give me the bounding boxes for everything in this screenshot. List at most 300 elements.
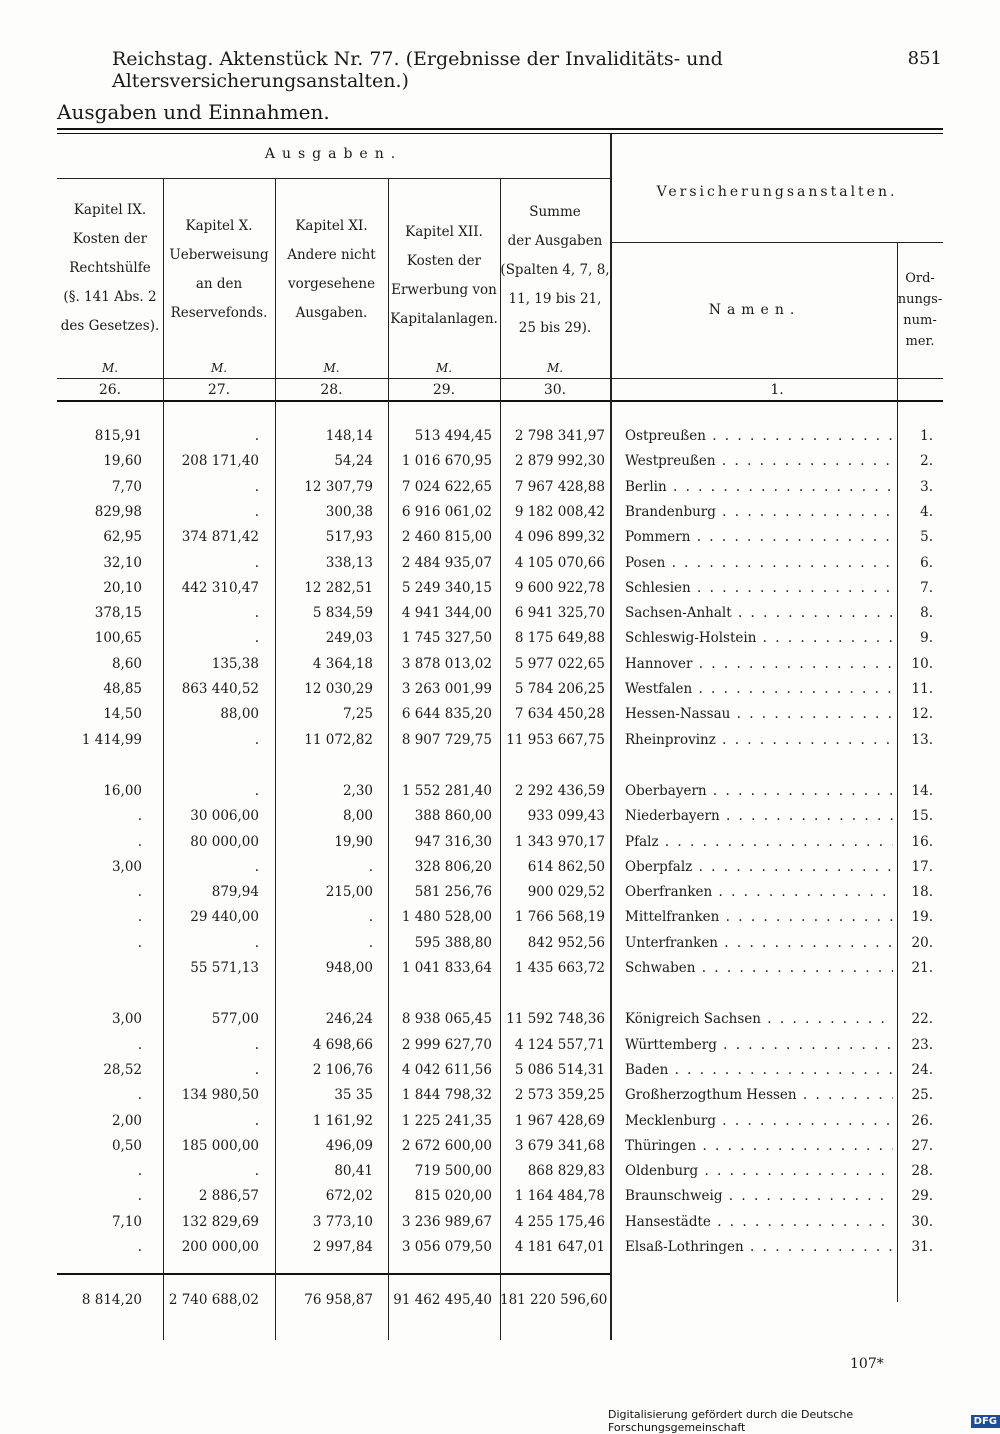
table-cell: 2 997,84 [312,1239,373,1255]
table-cell: 1 161,92 [312,1112,373,1129]
table-cell: 1 844 798,32 [401,1087,492,1104]
col-header-kapitel-xii [388,218,500,334]
order-number: 4. [920,503,933,520]
table-cell: 496,09 [325,1137,373,1154]
table-cell: 1 552 281,40 [401,782,492,799]
table-cell: . [137,1239,142,1255]
header-title: Reichstag. Aktenstück Nr. 77. (Ergebnisse der Invaliditäts- und Altersversicherungsanstalten.) [112,48,723,92]
table-cell: 879,94 [211,884,259,901]
institution-name: Schleswig-Holstein . . . [625,630,893,646]
table-cell: 2 999 627,70 [401,1036,492,1053]
table-cell: . [254,1112,259,1129]
table-cell: 4 941 344,00 [401,605,492,622]
table-cell: . [254,630,259,647]
table-cell: 7,25 [342,706,373,723]
table-cell: 815,91 [94,428,142,444]
column-number: 28. [320,382,343,398]
table-row [0,580,1000,602]
table-cell: 1 480 528,00 [401,909,492,926]
col-header-kapitel-x [163,212,275,328]
table-cell: . [254,428,259,444]
table-cell: 388 860,00 [414,808,492,825]
institution-name: Pommern . . . [625,529,893,545]
table-row [0,681,1000,703]
order-number: 13. [911,731,933,748]
table-cell: 7,10 [111,1213,142,1230]
table-cell: 11 072,82 [304,731,373,748]
order-number: 31. [911,1239,933,1255]
table-cell: 4 698,66 [312,1036,373,1053]
institution-name: Westfalen . . . [625,681,893,697]
order-number: 26. [911,1112,933,1129]
order-number: 2. [920,453,933,470]
table-row [0,453,1000,475]
total-kapitel-ix: 8 814,20 [81,1292,142,1308]
table-cell: . [254,731,259,748]
order-number: 8. [920,605,933,622]
table-row [0,1037,1000,1059]
table-cell: . [137,1188,142,1205]
column-number: 29. [432,382,456,398]
table-cell: 1 435 663,72 [514,960,605,976]
col-header-line: 11, 19 bis 21, [508,291,602,307]
table-cell: 1 016 670,95 [401,453,492,470]
col-header-line: vorgesehene [287,276,376,292]
table-cell: 19,90 [334,833,373,850]
institution-name: Königreich Sachsen . . . [625,1011,893,1027]
table-row [0,960,1000,982]
col-header-line: des Gesetzes). [60,318,160,334]
col-header-line: Rechtshülfe [69,260,151,276]
institution-name: Oberpfalz . . . [625,859,893,875]
table-cell: 9 600 922,78 [514,579,605,596]
table-cell: 19,60 [103,453,142,470]
table-cell: 185 000,00 [181,1137,259,1154]
table-cell: 9 182 008,42 [514,503,605,520]
table-cell: 132 829,69 [181,1213,259,1230]
table-cell: 4 042 611,56 [401,1061,492,1078]
ausgaben-heading: Ausgaben. [264,146,403,162]
institution-name: Braunschweig . . . [625,1188,893,1204]
table-cell: 374 871,42 [181,529,259,546]
order-number: 17. [911,858,933,875]
table-cell: . [137,808,142,825]
table-cell: 8,60 [111,655,142,672]
table-cell: . [254,503,259,520]
table-cell: 80 000,00 [190,833,259,850]
col-header-line: Kapitalanlagen. [390,311,498,327]
col-header-line: an den [195,276,243,292]
col-header-line: Summe [529,204,581,220]
institution-name: Mecklenburg . . . [625,1113,893,1129]
table-cell: 672,02 [325,1188,373,1205]
institution-name: Posen . . . [625,555,893,571]
table-row [0,935,1000,957]
table-row [0,656,1000,678]
table-cell: 6 644 835,20 [401,706,492,723]
table-row [0,555,1000,577]
table-cell: 2 886,57 [198,1188,259,1205]
table-cell: 900 029,52 [527,884,605,901]
table-row [0,808,1000,830]
table-cell: 1 766 568,19 [514,909,605,926]
total-rule [57,1273,610,1275]
order-number: 5. [920,529,933,546]
table-row [0,706,1000,728]
table-row [0,479,1000,501]
table-cell: 933 099,43 [527,808,605,825]
institution-name: Niederbayern . . . [625,808,893,824]
table-cell: 28,52 [103,1061,142,1078]
institution-name: Hannover . . . [625,656,893,672]
ordnungsnummer-heading [897,268,943,352]
table-row [0,504,1000,526]
table-cell: 14,50 [103,706,142,723]
table-cell: 815 020,00 [414,1188,492,1205]
institution-name: Oldenburg . . . [625,1163,893,1179]
order-number: 27. [911,1137,933,1154]
table-row [0,1062,1000,1084]
table-cell: . [254,858,259,875]
institution-name: Schwaben . . . [625,960,893,976]
table-cell: 947 316,30 [414,833,492,850]
col-header-kapitel-xi [275,212,388,328]
table-cell: 55 571,13 [190,960,259,976]
table-row [0,529,1000,551]
table-cell: 11 953 667,75 [506,731,605,748]
versicherungsanstalten-heading: Versicherungsanstalten. [656,184,898,200]
table-cell: 48,85 [103,681,142,697]
table-row [0,859,1000,881]
table-cell: 338,13 [325,554,373,571]
table-cell: 3 878 013,02 [401,655,492,672]
col-header-line: Kapitel X. [185,218,253,234]
table-row [0,1163,1000,1185]
table-cell: . [137,934,142,951]
col-header-line: Ausgaben. [295,305,368,321]
institution-name: Elsaß-Lothringen . . . [625,1239,893,1255]
institution-name: Hansestädte . . . [625,1214,893,1230]
table-cell: 5 086 514,31 [514,1061,605,1078]
table-cell: 135,38 [211,655,259,672]
order-number: 14. [911,782,933,799]
dfg-text: Digitalisierung gefördert durch die Deutsche Forschungsgemeinschaft [608,1408,854,1434]
table-row [0,605,1000,627]
column-number: 1. [770,382,784,398]
table-cell: 442 310,47 [181,579,259,596]
table-row [0,1239,1000,1261]
table-row [0,909,1000,931]
order-number: 10. [911,655,933,672]
table-cell: 215,00 [325,884,373,901]
table-cell: 20,10 [103,579,142,596]
table-cell: 5 249 340,15 [401,579,492,596]
table-cell: 11 592 748,36 [506,1011,605,1028]
table-cell: 148,14 [325,428,373,444]
table-cell: 200 000,00 [181,1239,259,1255]
institution-name: Mittelfranken . . . [625,909,893,925]
table-row [0,1138,1000,1160]
table-cell: 3,00 [111,858,142,875]
table-cell: 328 806,20 [414,858,492,875]
table-cell: 2 292 436,59 [514,782,605,799]
table-cell: . [254,1163,259,1180]
table-cell: 6 941 325,70 [514,605,605,622]
col-header-line: (§. 141 Abs. 2 [63,289,157,305]
table-cell: 2 484 935,07 [401,554,492,571]
col-header-line: Andere nicht [287,247,376,263]
dfg-logo: DFG [971,1415,1000,1428]
table-row [0,1011,1000,1033]
top-rule [57,128,943,130]
institution-name: Hessen-Nassau . . . [625,706,893,722]
institution-name: Baden . . . [625,1062,893,1078]
table-cell: . [137,1036,142,1053]
page-header [112,48,942,92]
table-cell: . [254,554,259,571]
table-cell: . [137,909,142,926]
col-header-line: Reservefonds. [170,305,268,321]
table-cell: 8 938 065,45 [401,1011,492,1028]
ordnungsnummer-line: nungs- [897,292,943,307]
table-cell: 32,10 [103,554,142,571]
total-kapitel-x: 2 740 688,02 [168,1292,259,1308]
total-summe: 181 220 596,60 [500,1292,608,1308]
order-number: 20. [911,934,933,951]
institution-name: Unterfranken . . . [625,935,893,951]
table-cell: 2,00 [111,1112,142,1129]
table-cell: 3 236 989,67 [401,1213,492,1230]
order-number: 30. [911,1213,933,1230]
table-cell: 7,70 [111,478,142,495]
table-cell: 2 573 359,25 [514,1087,605,1104]
table-cell: 54,24 [334,453,373,470]
table-cell: 863 440,52 [181,681,259,697]
institution-name: Sachsen-Anhalt . . . [625,605,893,621]
col-header-line: Kosten der [72,231,148,247]
table-cell: 614 862,50 [527,858,605,875]
table-cell: . [137,833,142,850]
table-cell: 5 784 206,25 [514,681,605,697]
table-cell: . [254,782,259,799]
table-cell: 719 500,00 [414,1163,492,1180]
order-number: 28. [911,1163,933,1180]
order-number: 23. [911,1036,933,1053]
unit-label: M. [210,361,228,375]
dfg-credit [608,1408,1000,1434]
table-cell: 134 980,50 [181,1087,259,1104]
table-cell: 595 388,80 [414,934,492,951]
table-cell: 7 967 428,88 [514,478,605,495]
order-number: 29. [911,1188,933,1205]
table-cell: 8 175 649,88 [514,630,605,647]
namen-rule [612,242,943,243]
table-cell: 7 634 450,28 [514,706,605,723]
table-cell: 3 056 079,50 [401,1239,492,1255]
order-number: 3. [920,478,933,495]
unit-label: M. [546,361,564,375]
table-cell: 2,30 [342,782,373,799]
table-cell: 5 834,59 [312,605,373,622]
table-cell: 6 916 061,02 [401,503,492,520]
table-cell: 1 164 484,78 [514,1188,605,1205]
table-cell: 1 967 428,69 [514,1112,605,1129]
table-cell: 2 460 815,00 [401,529,492,546]
col-header-line: Ueberweisung [169,247,269,263]
table-cell: . [137,1087,142,1104]
table-cell: 12 030,29 [304,681,373,697]
order-number: 22. [911,1011,933,1028]
table-cell: 517,93 [325,529,373,546]
unit-label: M. [101,361,119,375]
table-row [0,783,1000,805]
total-kapitel-xi: 76 958,87 [304,1292,373,1308]
table-cell: . [254,605,259,622]
table-cell: 868 829,83 [527,1163,605,1180]
order-number: 11. [911,681,933,697]
unit-label: M. [323,361,340,375]
page-number: 851 [907,48,942,69]
institution-name: Ostpreußen . . . [625,428,893,444]
table-cell: 513 494,45 [414,428,492,444]
table-row [0,732,1000,754]
order-number: 19. [911,909,933,926]
table-cell: 5 977 022,65 [514,655,605,672]
table-cell: 88,00 [220,706,259,723]
table-cell: 2 879 992,30 [514,453,605,470]
table-cell: . [254,934,259,951]
col-header-line: 25 bis 29). [518,320,592,336]
col-header-line: der Ausgaben [507,233,603,249]
table-cell: . [254,1061,259,1078]
order-number: 7. [920,579,933,596]
table-cell: 948,00 [325,960,373,976]
table-cell: 62,95 [103,529,142,546]
namen-heading: Namen. [708,302,801,318]
table-cell: . [254,1036,259,1053]
table-cell: 829,98 [94,503,142,520]
table-cell: 577,00 [211,1011,259,1028]
order-number: 1. [920,428,933,444]
column-number: 30. [543,382,567,398]
table-row [0,1113,1000,1135]
table-cell: 2 106,76 [312,1061,373,1078]
order-number: 21. [911,960,933,976]
table-cell: 0,50 [111,1137,142,1154]
table-cell: 35 35 [334,1087,373,1104]
column-number: 27. [207,382,231,398]
col-header-line: Kapitel IX. [73,202,147,218]
table-cell: 100,65 [94,630,142,647]
table-row [0,834,1000,856]
table-row [0,1087,1000,1109]
order-number: 18. [911,884,933,901]
institution-name: Thüringen . . . [625,1138,893,1154]
table-cell: 80,41 [334,1163,373,1180]
table-cell: 581 256,76 [414,884,492,901]
top-rule-thin [57,133,943,134]
table-cell: 3 263 001,99 [401,681,492,697]
table-cell: 16,00 [103,782,142,799]
col-header-line: (Spalten 4, 7, 8, [500,262,610,278]
col-header-kapitel-ix [57,196,163,341]
institution-name: Brandenburg . . . [625,504,893,520]
ordnungsnummer-line: num- [903,313,937,328]
table-cell: 12 282,51 [304,579,373,596]
table-row [0,428,1000,450]
table-cell: 208 171,40 [181,453,259,470]
col-header-line: Kosten der [406,253,482,269]
order-number: 12. [911,706,933,723]
table-cell: 378,15 [94,605,142,622]
table-cell: 3 679 341,68 [514,1137,605,1154]
table-cell: 7 024 622,65 [401,478,492,495]
order-number: 25. [911,1087,933,1104]
table-cell: 30 006,00 [190,808,259,825]
institution-name: Westpreußen . . . [625,453,893,469]
col-header-line: Erwerbung von [391,282,497,298]
order-number: 9. [920,630,933,647]
table-cell: 1 225 241,35 [401,1112,492,1129]
table-cell: 249,03 [325,630,373,647]
table-cell: 300,38 [325,503,373,520]
table-cell: 4 124 557,71 [514,1036,605,1053]
table-cell: . [137,884,142,901]
col-header-line: Kapitel XII. [405,224,483,240]
unit-label: M. [435,361,453,375]
table-cell: 4 096 899,32 [514,529,605,546]
table-cell: 3,00 [111,1011,142,1028]
table-cell: 4 105 070,66 [514,554,605,571]
column-number: 26. [98,382,122,398]
table-cell: 2 672 600,00 [401,1137,492,1154]
institution-name: Pfalz . . . [625,834,893,850]
table-cell: 12 307,79 [304,478,373,495]
table-cell: 1 414,99 [81,731,142,748]
table-row [0,884,1000,906]
table-cell: 3 773,10 [312,1213,373,1230]
col-header-summe [500,198,610,343]
table-cell: 8,00 [342,808,373,825]
ordnungsnummer-line: mer. [905,334,935,349]
table-cell: 842 952,56 [527,934,605,951]
table-cell: . [368,934,373,951]
table-cell: 246,24 [325,1011,373,1028]
table-row [0,1188,1000,1210]
order-number: 16. [911,833,933,850]
institution-name: Rheinprovinz . . . [625,732,893,748]
table-cell: . [368,909,373,926]
col-header-line: Kapitel XI. [295,218,368,234]
section-subtitle: Ausgaben und Einnahmen. [57,100,330,124]
table-cell: 8 907 729,75 [401,731,492,748]
institution-name: Württemberg . . . [625,1037,893,1053]
table-cell: 2 798 341,97 [514,428,605,444]
institution-name: Oberfranken . . . [625,884,893,900]
ordnungsnummer-line: Ord- [905,271,935,286]
table-cell: 4 181 647,01 [514,1239,605,1255]
table-cell: 1 041 833,64 [401,960,492,976]
table-cell: 29 440,00 [190,909,259,926]
institution-name: Berlin . . . [625,479,893,495]
ausgaben-rule [57,178,610,179]
table-cell: . [368,858,373,875]
table-row [0,630,1000,652]
institution-name: Schlesien . . . [625,580,893,596]
total-kapitel-xii: 91 462 495,40 [393,1292,492,1308]
table-cell: . [137,1163,142,1180]
institution-name: Oberbayern . . . [625,783,893,799]
